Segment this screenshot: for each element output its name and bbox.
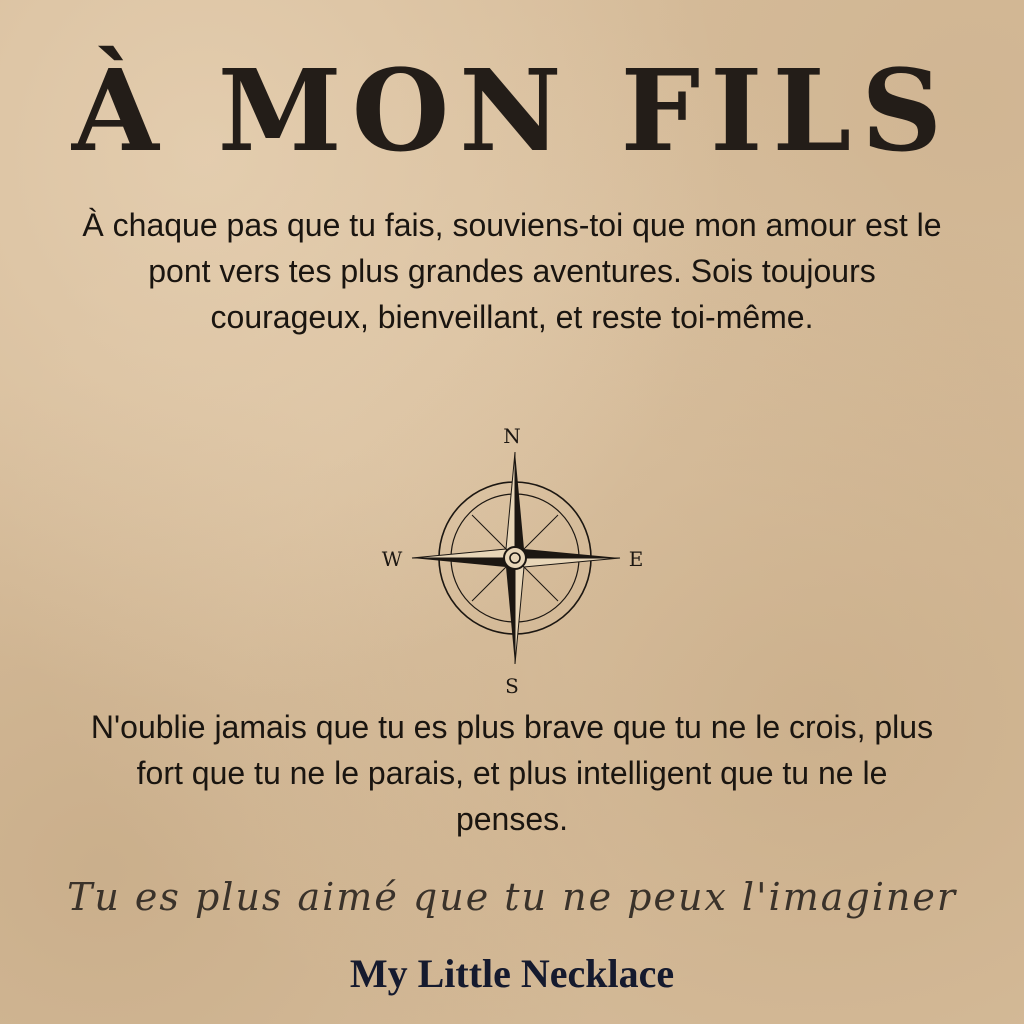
page-title: À MON FILS [71, 46, 953, 177]
compass-center [504, 547, 526, 569]
signature-line: Tu es plus aimé que tu ne peux l'imaginer [67, 875, 957, 919]
compass-south-label: S [505, 674, 519, 698]
compass-west-label: W [381, 547, 403, 571]
message-top: À chaque pas que tu fais, souviens-toi que mon amour est le pont vers tes plus grandes aventures. Sois toujours courageux, bienveillant, et reste toi-même. [82, 207, 942, 335]
message-bottom: N'oublie jamais que tu es plus brave que tu ne le crois, plus fort que tu ne le parais, et plus intelligent que tu ne le penses. [90, 709, 934, 837]
compass-east-label: E [628, 547, 644, 571]
brand-name: My Little Necklace [349, 951, 675, 996]
compass-north-label: N [503, 424, 521, 448]
compass-rose-icon [372, 416, 652, 700]
